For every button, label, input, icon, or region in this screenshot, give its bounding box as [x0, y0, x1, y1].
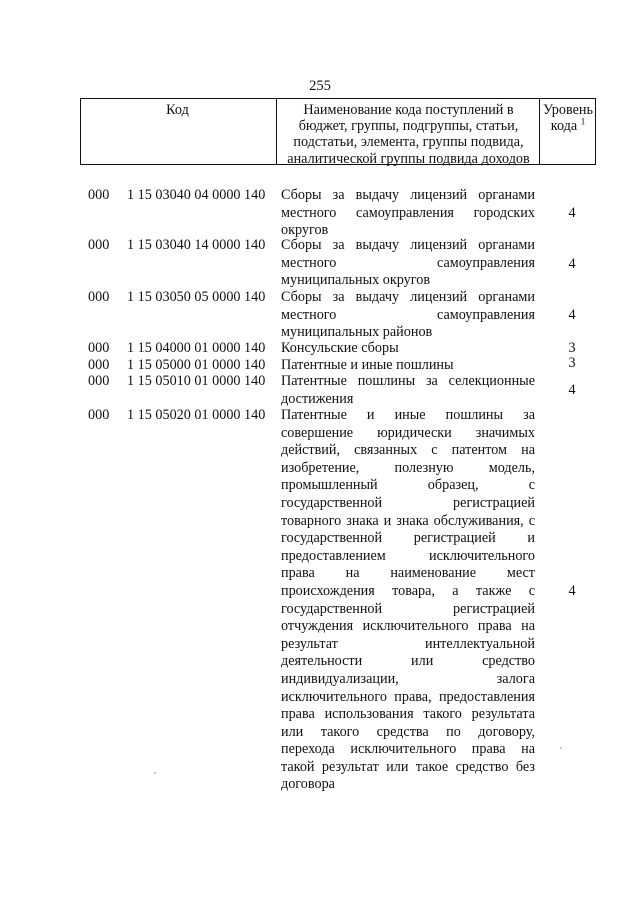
- revenue-name-line: государственной регистрацией и: [281, 530, 535, 547]
- admin-code: 000: [88, 407, 110, 423]
- revenue-name-line: достижения: [281, 390, 354, 407]
- scan-speck: [560, 747, 562, 749]
- level-value: 4: [568, 205, 576, 221]
- revenue-name-line: Сборы за выдачу лицензий органами: [281, 289, 535, 305]
- revenue-name-line: права использования такого результата: [281, 706, 535, 723]
- revenue-name-line: исключительного права, предоставления: [281, 688, 535, 705]
- level-value: 3: [568, 340, 576, 356]
- header-level-line: Уровень: [543, 102, 593, 118]
- revenue-name: [281, 187, 535, 240]
- header-divider: [276, 99, 277, 164]
- revenue-name-line: действий, связанных с патентом на: [281, 442, 535, 459]
- revenue-name-line: товарного знака и знака обслуживания, с: [281, 512, 535, 529]
- revenue-name-line: предоставлением исключительного: [281, 547, 535, 564]
- revenue-name-line: местного самоуправления: [281, 254, 535, 271]
- revenue-name: [281, 340, 535, 358]
- revenue-name-line: происхождения товара, а также с: [281, 582, 535, 599]
- revenue-code: 1 15 03050 05 0000 140: [127, 289, 266, 305]
- revenue-name-line: Патентные и иные пошлины за: [281, 407, 535, 423]
- page-number: 255: [309, 78, 331, 94]
- admin-code: 000: [88, 340, 110, 356]
- header-level: [541, 102, 595, 134]
- revenue-name-line: муниципальных округов: [281, 272, 431, 289]
- revenue-name: [281, 407, 535, 794]
- header-level-footnote: 1: [580, 116, 586, 127]
- revenue-name-line: результат интеллектуальной: [281, 635, 535, 652]
- header-name: [278, 102, 539, 167]
- revenue-name-line: такой результат или такое средство без: [281, 758, 535, 775]
- header-name-line: подстатьи, элемента, группы подвида,: [293, 134, 524, 151]
- revenue-name-line: индивидуализации, залога: [281, 670, 535, 687]
- admin-code: 000: [88, 373, 110, 389]
- revenue-name: [281, 289, 535, 342]
- revenue-name-line: промышленный образец, с: [281, 477, 535, 494]
- header-name-line: бюджет, группы, подгруппы, статьи,: [298, 118, 519, 135]
- level-value: 3: [568, 355, 576, 371]
- scan-speck: [154, 772, 156, 774]
- revenue-name-line: или такого средства по договору,: [281, 723, 535, 740]
- revenue-name-line: Патентные и иные пошлины: [281, 357, 454, 373]
- table-header: [80, 98, 596, 165]
- revenue-name: [281, 357, 535, 375]
- revenue-name-line: округов: [281, 222, 329, 239]
- header-name-line: Наименование кода поступлений в: [303, 102, 514, 118]
- header-name-line: аналитической группы подвида доходов: [287, 150, 530, 167]
- revenue-name-line: договора: [281, 776, 335, 793]
- revenue-name: [281, 373, 535, 408]
- revenue-code: 1 15 04000 01 0000 140: [127, 340, 266, 356]
- revenue-name-line: деятельности или средство: [281, 653, 535, 670]
- revenue-name-line: местного самоуправления: [281, 306, 535, 323]
- revenue-name-line: государственной регистрацией: [281, 494, 535, 511]
- revenue-code: 1 15 03040 04 0000 140: [127, 187, 266, 203]
- revenue-code: 1 15 05000 01 0000 140: [127, 357, 266, 373]
- revenue-name-line: государственной регистрацией: [281, 600, 535, 617]
- level-value: 4: [568, 256, 576, 272]
- revenue-code: 1 15 03040 14 0000 140: [127, 237, 266, 253]
- header-divider: [539, 99, 540, 164]
- revenue-name-line: перехода исключительного права на: [281, 741, 535, 758]
- revenue-name-line: права на наименование мест: [281, 565, 535, 582]
- revenue-name-line: совершение юридически значимых: [281, 424, 535, 441]
- revenue-name-line: изобретение, полезную модель,: [281, 459, 535, 476]
- revenue-name-line: местного самоуправления городских: [281, 204, 535, 221]
- revenue-name-line: Консульские сборы: [281, 340, 399, 356]
- admin-code: 000: [88, 237, 110, 253]
- level-value: 4: [568, 583, 576, 599]
- revenue-name-line: Сборы за выдачу лицензий органами: [281, 237, 535, 253]
- revenue-code: 1 15 05020 01 0000 140: [127, 407, 266, 423]
- revenue-name-line: отчуждения исключительного права на: [281, 618, 535, 635]
- header-code: Код: [166, 102, 189, 118]
- admin-code: 000: [88, 187, 110, 203]
- revenue-name-line: Патентные пошлины за селекционные: [281, 373, 535, 389]
- revenue-name: [281, 237, 535, 290]
- revenue-code: 1 15 05010 01 0000 140: [127, 373, 266, 389]
- header-level-line: [541, 118, 595, 134]
- level-value: 4: [568, 382, 576, 398]
- revenue-name-line: муниципальных районов: [281, 324, 433, 341]
- header-level-word: кода: [550, 118, 578, 135]
- admin-code: 000: [88, 289, 110, 305]
- level-value: 4: [568, 307, 576, 323]
- revenue-name-line: Сборы за выдачу лицензий органами: [281, 187, 535, 203]
- admin-code: 000: [88, 357, 110, 373]
